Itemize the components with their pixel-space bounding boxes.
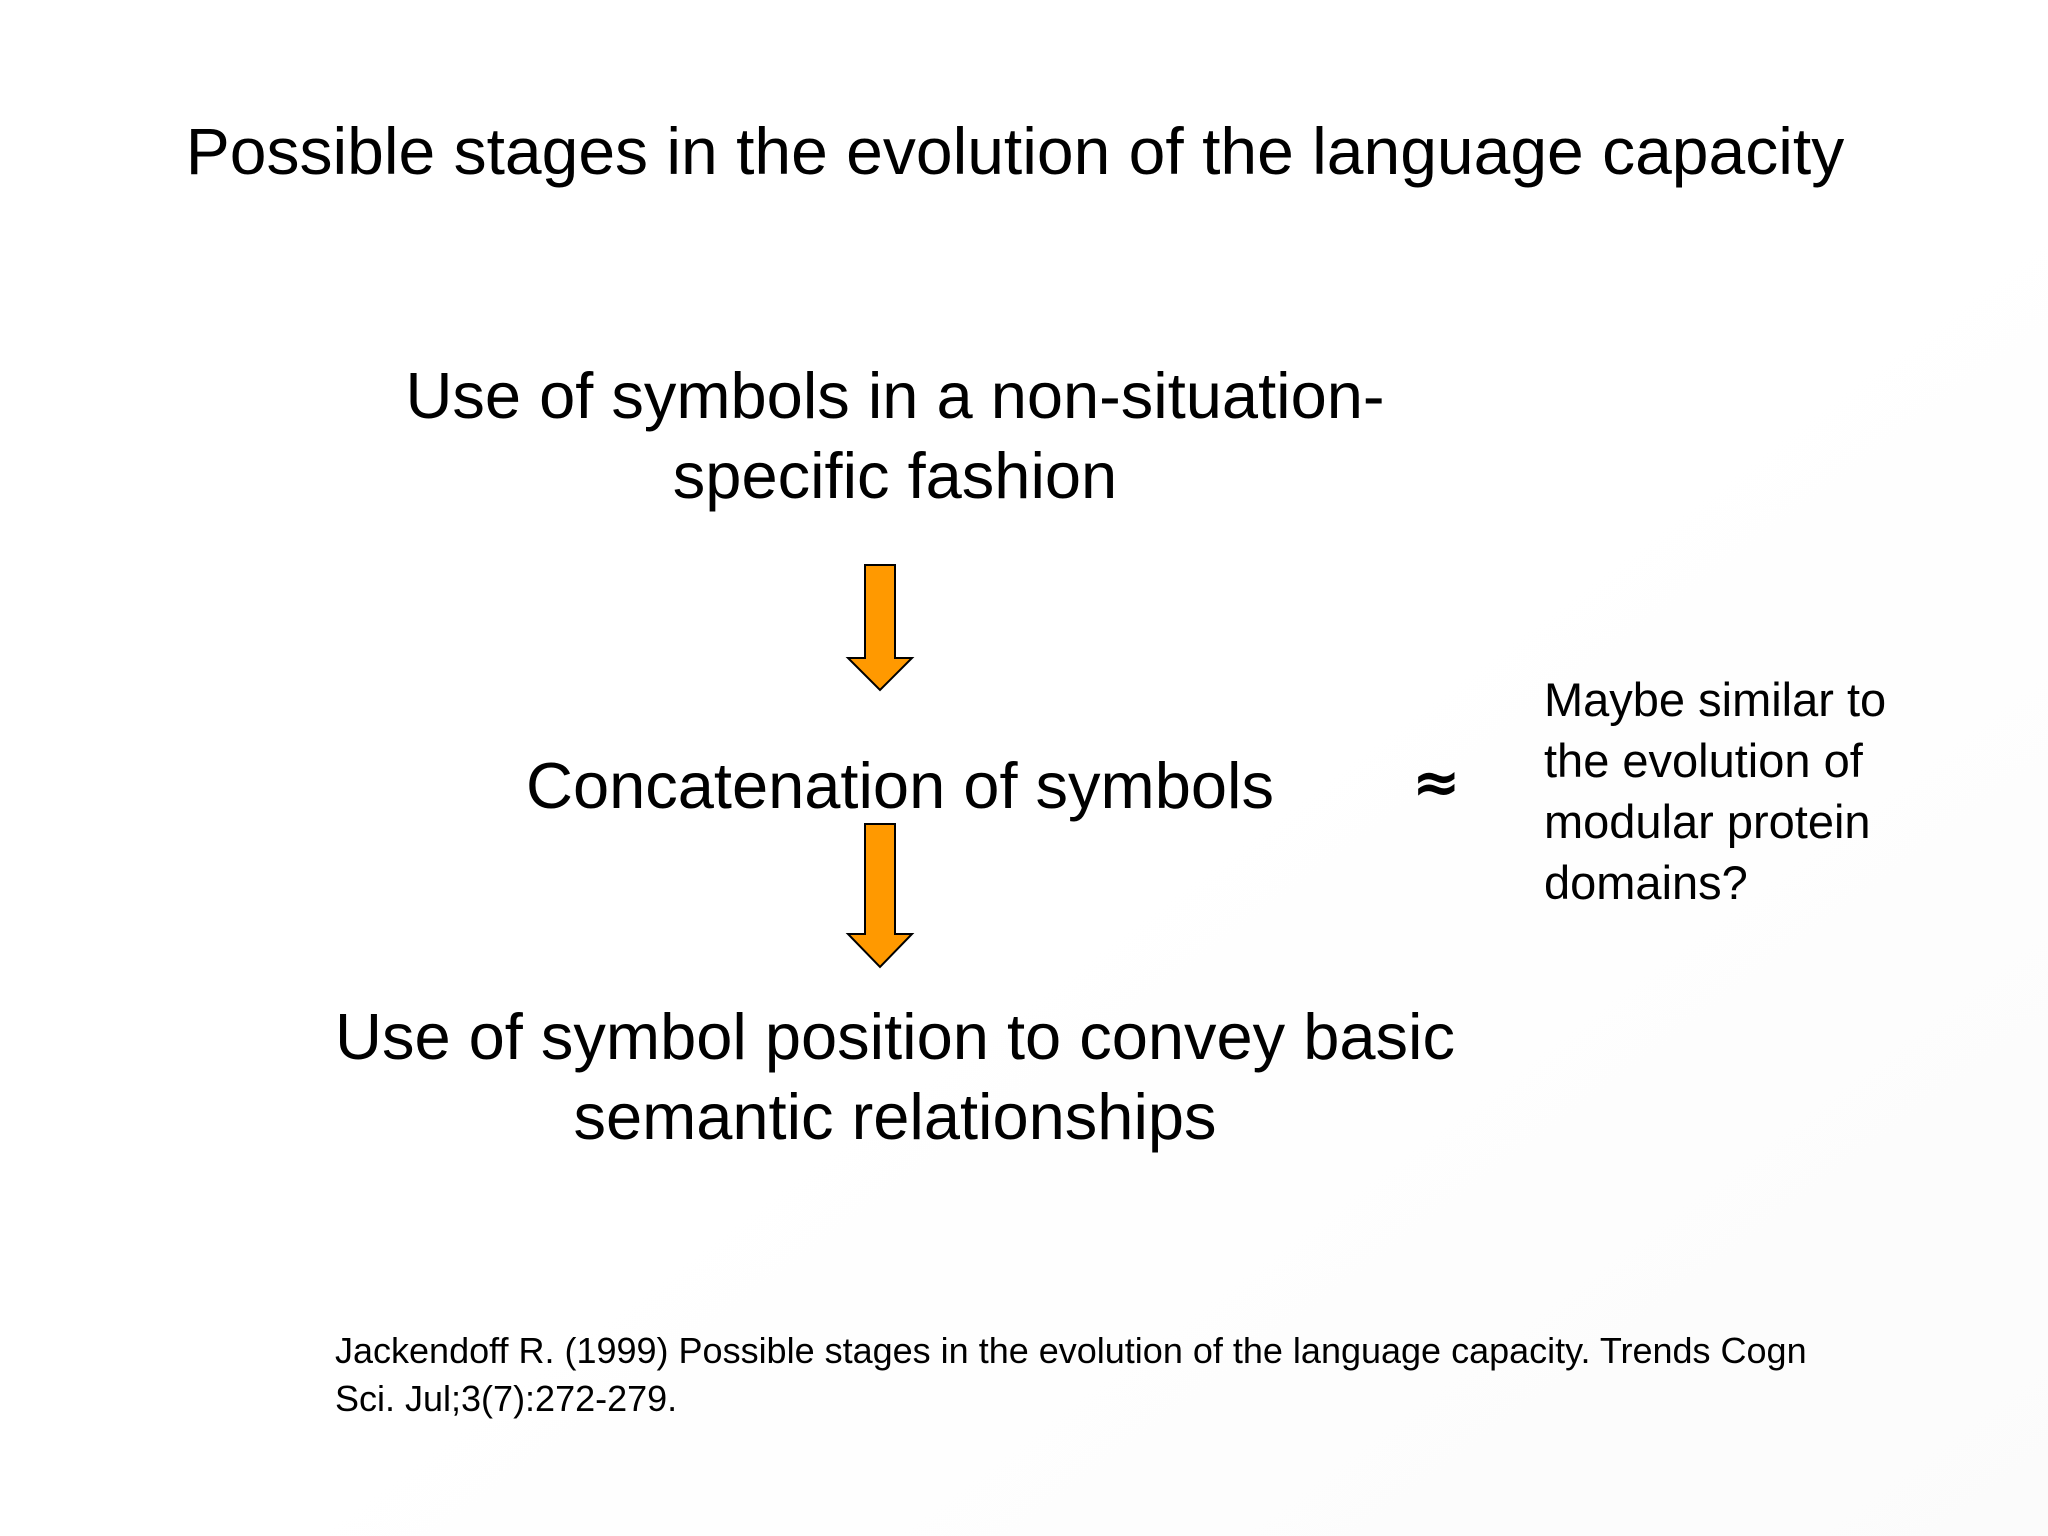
stage-1-text: Use of symbols in a non-situation-specific fashion bbox=[405, 359, 1385, 512]
citation: Jackendoff R. (1999) Possible stages in the evolution of the language capacity. Trends Cogn Sci. Jul;3(7):272-279. bbox=[335, 1330, 1807, 1419]
slide-title: Possible stages in the evolution of the language capacity bbox=[185, 114, 1845, 188]
stage-3-text: Use of symbol position to convey basic semantic relationships bbox=[335, 1000, 1455, 1153]
stage-2-text: Concatenation of symbols bbox=[526, 749, 1274, 822]
approx-equal-symbol: ≈ bbox=[1412, 748, 1461, 816]
down-arrow-icon bbox=[845, 563, 915, 693]
down-arrow-icon bbox=[845, 822, 915, 970]
side-note: Maybe similar to the evolution of modular protein domains? bbox=[1544, 673, 1887, 909]
